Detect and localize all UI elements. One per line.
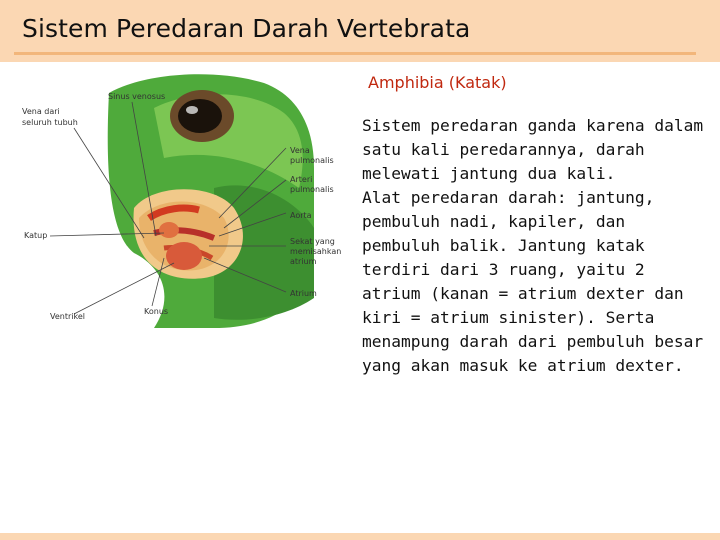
slide-title: Sistem Peredaran Darah Vertebrata: [22, 14, 471, 43]
label-aorta: Aorta: [290, 211, 312, 220]
label-arteri-pulmonalis-2: pulmonalis: [290, 185, 334, 194]
label-vena-pulmonalis-2: pulmonalis: [290, 156, 334, 165]
footer-bar: [0, 533, 720, 540]
label-ventrikel: Ventrikel: [50, 312, 85, 321]
label-vena-dari-tubuh-1: Vena dari: [22, 107, 60, 116]
slide-subtitle: Amphibia (Katak): [368, 73, 507, 92]
label-atrium: Atrium: [290, 289, 317, 298]
label-vena-dari-tubuh-2: seluruh tubuh: [22, 118, 78, 127]
label-vena-pulmonalis-1: Vena: [290, 146, 310, 155]
body-text: [362, 114, 712, 378]
slide-header: [0, 0, 720, 62]
label-sekat-3: atrium: [290, 257, 317, 266]
frog-heart-illustration: [14, 68, 354, 328]
label-katup: Katup: [24, 231, 48, 240]
header-divider: [14, 52, 696, 55]
label-sinus-venosus: Sinus venosus: [108, 92, 166, 101]
label-sekat-2: memisahkan: [290, 247, 342, 256]
label-konus: Konus: [144, 307, 169, 316]
paragraph-circulation: Sistem peredaran ganda karena dalam satu kali peredarannya, darah melewati jantung dua kali.: [362, 116, 704, 183]
label-arteri-pulmonalis-1: Arteri: [290, 175, 313, 184]
frog-heart-diagram: [14, 68, 354, 328]
label-sekat-1: Sekat yang: [290, 237, 335, 246]
paragraph-organs: Alat peredaran darah: jantung, pembuluh nadi, kapiler, dan pembuluh balik. Jantung katak terdiri dari 3 ruang, yaitu 2 atrium (kanan = atrium dexter dan kiri = atrium sinister). Serta menampung darah dari pembuluh besar yang akan masuk ke atrium dexter.: [362, 188, 704, 375]
